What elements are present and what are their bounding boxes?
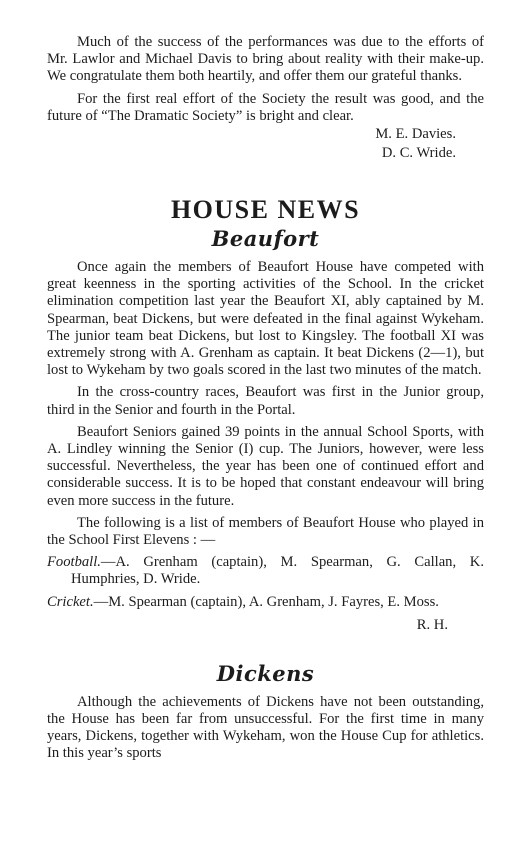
- signature-name: D. C. Wride.: [381, 145, 456, 162]
- football-team-list: [47, 554, 484, 588]
- football-label: Football.: [47, 554, 101, 571]
- dickens-paragraph-1: Although the achievements of Dickens have not been outstanding, the House has been far from unsuccessful. For the first time in many years, Dickens, together with Wykeham, won the House Cup for athletics. In this year’s sports: [47, 693, 484, 762]
- intro-paragraph-1: Much of the success of the performances was due to the efforts of Mr. Lawlor and Michael Davis to bring about reality with their make-up. We congratulate them both heartily, and offer them our grateful thanks.: [47, 34, 484, 85]
- house-title-beaufort: Beaufort: [211, 226, 320, 252]
- intro-paragraph-2: For the first real effort of the Society the result was good, and the future of “The Dramatic Society” is bright and clear.: [47, 90, 484, 124]
- cricket-members: —M. Spearman (captain), A. Grenham, J. Fayres, E. Moss.: [93, 593, 439, 610]
- signature-name: M. E. Davies.: [375, 126, 456, 143]
- beaufort-paragraph-4: The following is a list of members of Beaufort House who played in the School First Elevens : —: [47, 514, 484, 549]
- beaufort-paragraph-3: Beaufort Seniors gained 39 points in the annual School Sports, with A. Lindley winning the Senior (I) cup. The Juniors, however, were less successful. Nevertheless, the year has been one of continued effort and considerable success. It is to be hoped that constant endeavour will bring even more success in the future.: [47, 423, 484, 509]
- signature-block: [47, 125, 484, 163]
- author-initials: R. H.: [416, 616, 448, 633]
- cricket-team-list: [47, 594, 484, 611]
- cricket-label: Cricket.: [47, 593, 94, 610]
- football-members: —A. Grenham (captain), M. Spearman, G. Callan, K. Humphries, D. Wride.: [71, 554, 484, 588]
- beaufort-paragraph-1: Once again the members of Beaufort House have competed with great keenness in the sporting activities of the School. In the cricket elimination competition last year the Beaufort XI, ably captained by M. Spearman, beat Dickens, but were defeated in the final against Wykeham. The junior team beat Dickens, but lost to Kingsley. The football XI was extremely strong with A. Grenham as captain. It beat Dickens (2—1), but lost to Wykeham by two goals scored in the last two minutes of the match.: [47, 259, 484, 379]
- beaufort-paragraph-2: In the cross-country races, Beaufort was first in the Junior group, third in the Senior and fourth in the Portal.: [47, 384, 484, 418]
- section-heading: HOUSE NEWS: [170, 195, 361, 225]
- house-title-dickens: Dickens: [216, 660, 315, 686]
